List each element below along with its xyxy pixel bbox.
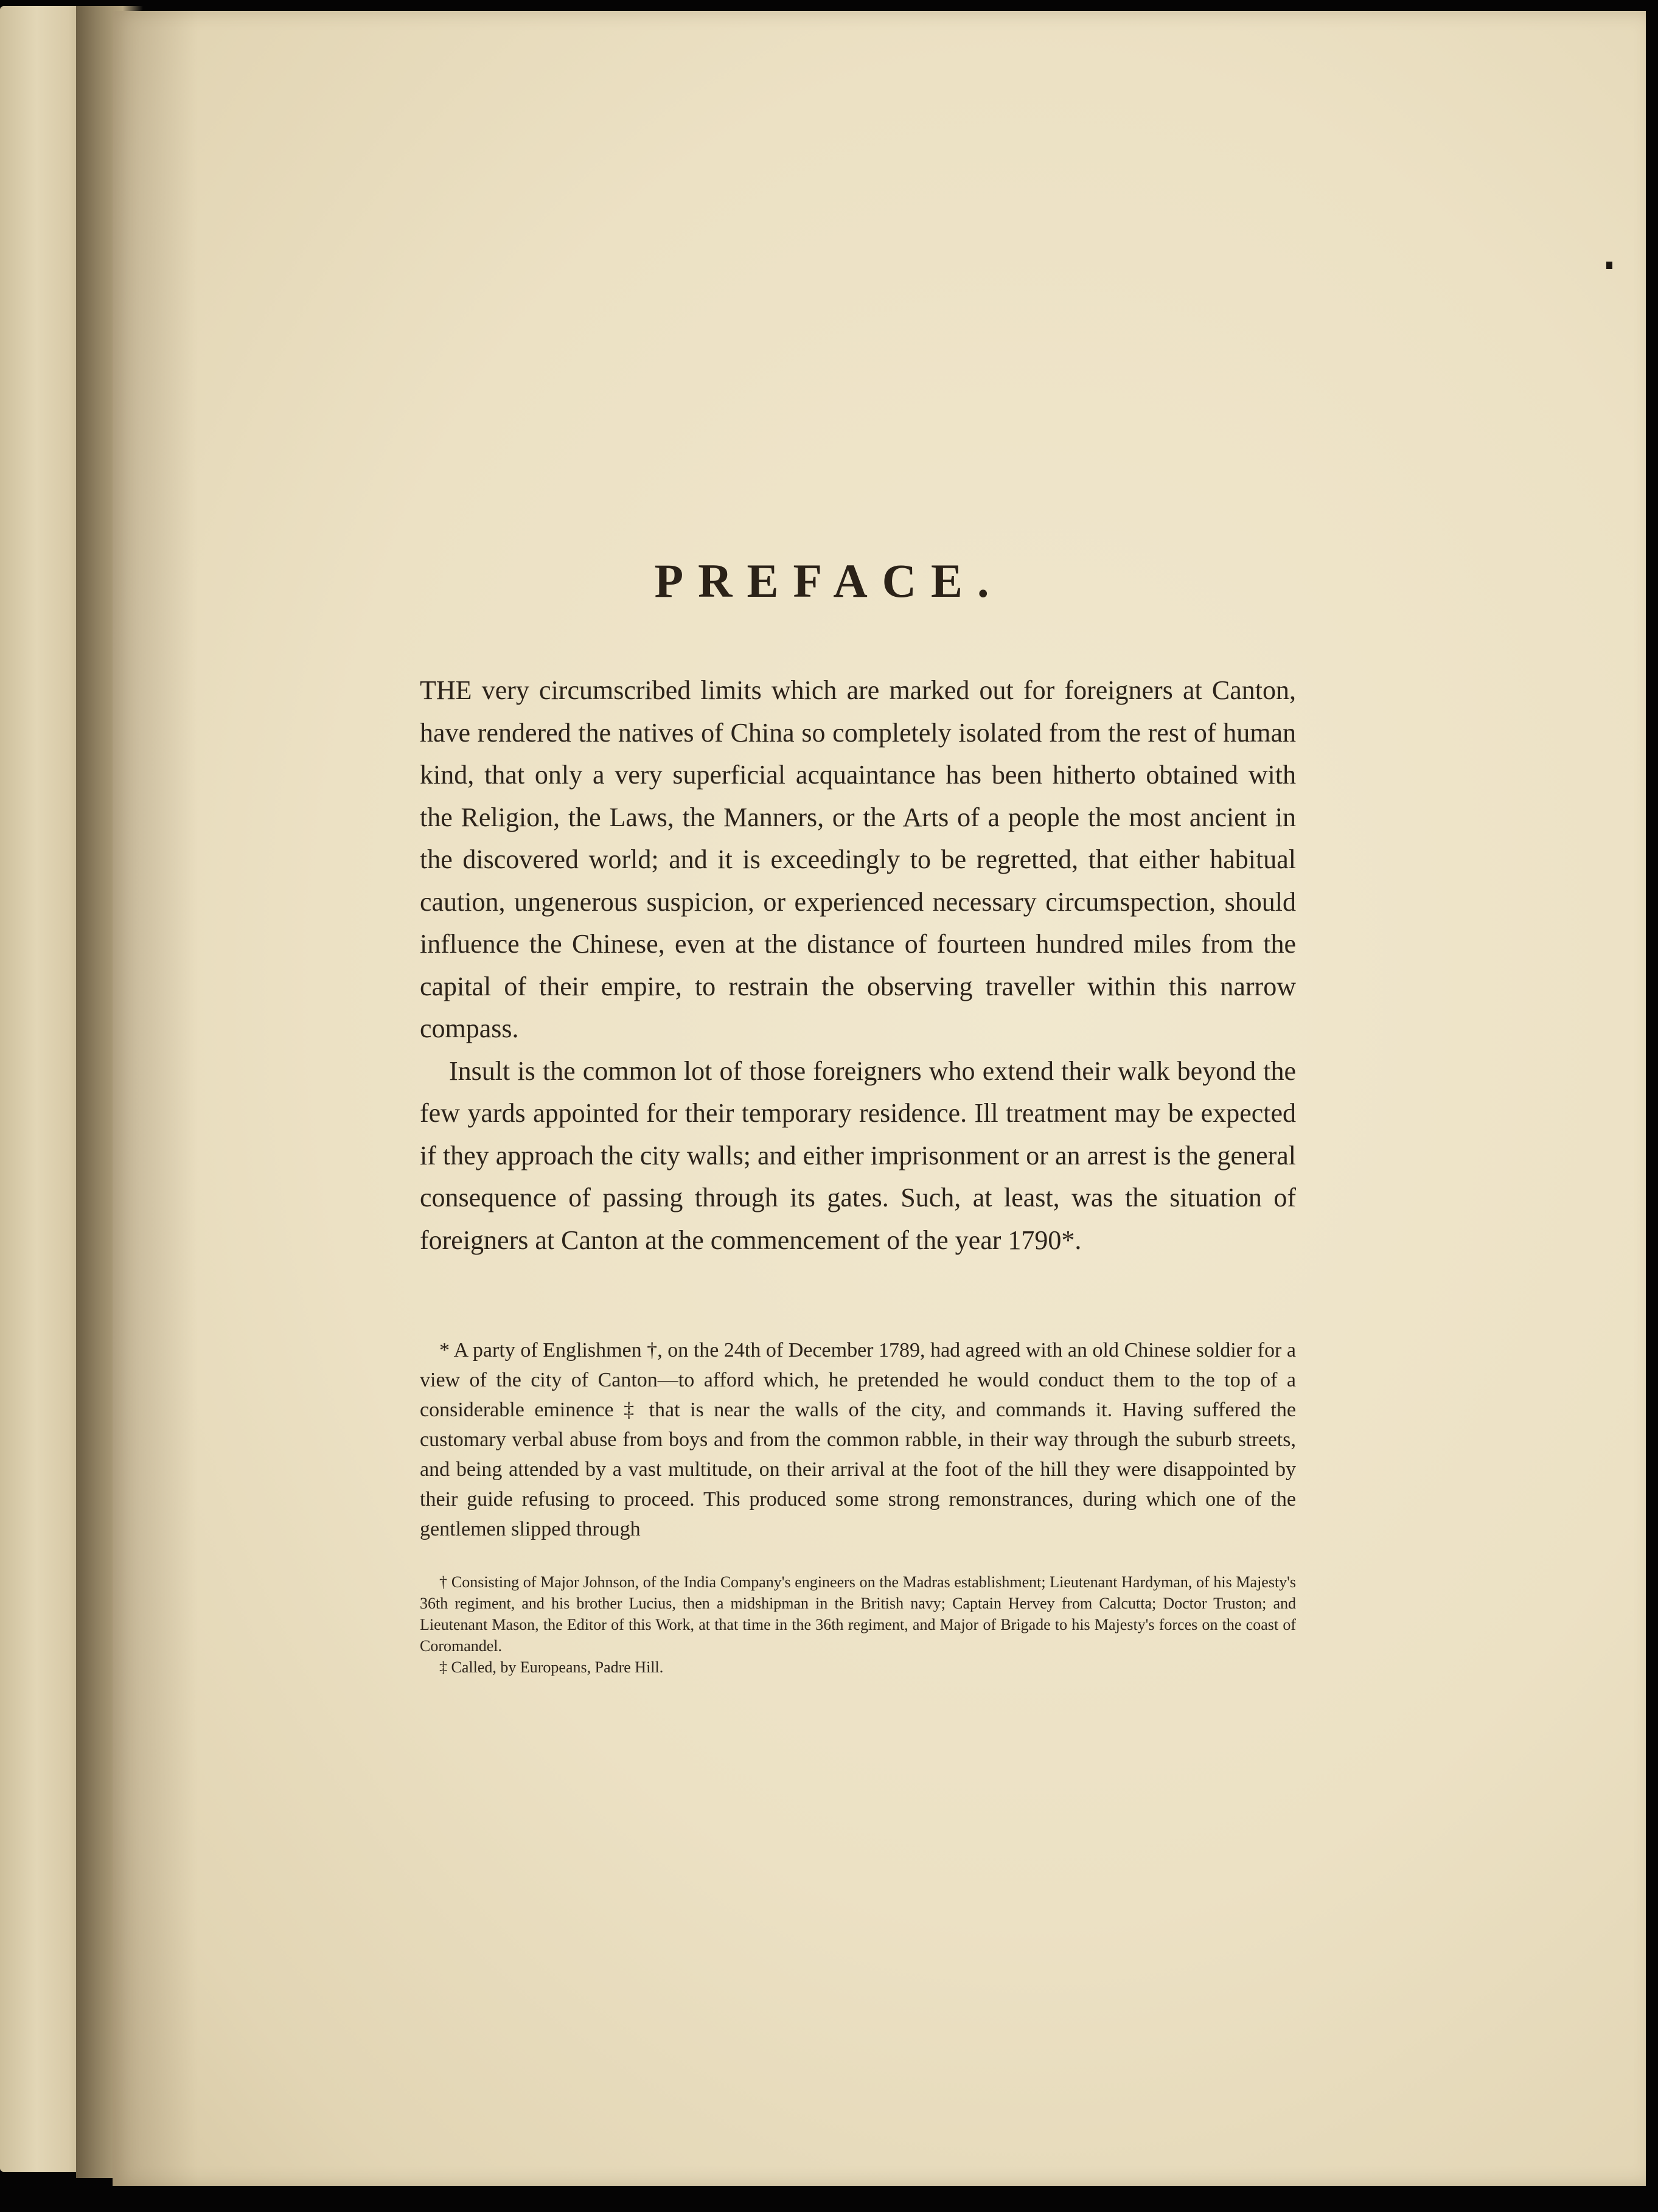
footnote-star: [420, 1335, 1296, 1544]
page-title: PREFACE.: [654, 554, 1004, 607]
body-text: [420, 669, 1296, 1261]
ink-speck: [1606, 262, 1612, 269]
gutter-shadow: [113, 11, 198, 2186]
footnotes-secondary: [420, 1571, 1296, 1678]
paragraph-2: Insult is the common lot of those foreigners who extend their walk beyond the few yards appointed for their temporary residence. Ill treatment may be expected if they approach the city walls; and either imprisonment or an arrest is the general consequence of passing through its gates. Such, at least, was the situation of foreigners at Canton at the commencement of the year 1790*.: [420, 1056, 1296, 1255]
footnote-dagger: † Consisting of Major Johnson, of the India Company's engineers on the Madras establishment; Lieutenant Hardyman, of his Majesty's 36th regiment, and his brother Lucius, then a midshipman in the British navy; Captain Hervey from Calcutta; Doctor Truston; and Lieutenant Mason, the Editor of this Work, at that time in the 36th regiment, and Major of Brigade to his Majesty's forces on the coast of Coromandel.: [420, 1573, 1296, 1655]
footnote-star-text: * A party of Englishmen †, on the 24th of December 1789, had agreed with an old Chinese soldier for a view of the city of Canton—to afford which, he pretended he would conduct them to the top of a considerable eminence ‡ that is near the walls of the city, and commands it. Having suffered the customary verbal abuse from boys and from the common rabble, in their way through the suburb streets, and being attended by a vast multitude, on their arrival at the foot of the hill they were disappointed by their guide refusing to proceed. This produced some strong remonstrances, during which one of the gentlemen slipped through: [420, 1339, 1296, 1540]
paragraph-1: THE very circumscribed limits which are marked out for foreigners at Canton, have rendered the natives of China so completely isolated from the rest of human kind, that only a very superficial acquaintance has been hitherto obtained with the Religion, the Laws, the Manners, or the Arts of a people the most ancient in the discovered world; and it is exceedingly to be regretted, that either habitual caution, ungenerous suspicion, or experienced necessary circumspection, should influence the Chinese, even at the distance of fourteen hundred miles from the capital of their empire, to restrain the observing traveller within this narrow compass.: [420, 675, 1296, 1043]
footnote-double-dagger: ‡ Called, by Europeans, Padre Hill.: [439, 1658, 664, 1676]
